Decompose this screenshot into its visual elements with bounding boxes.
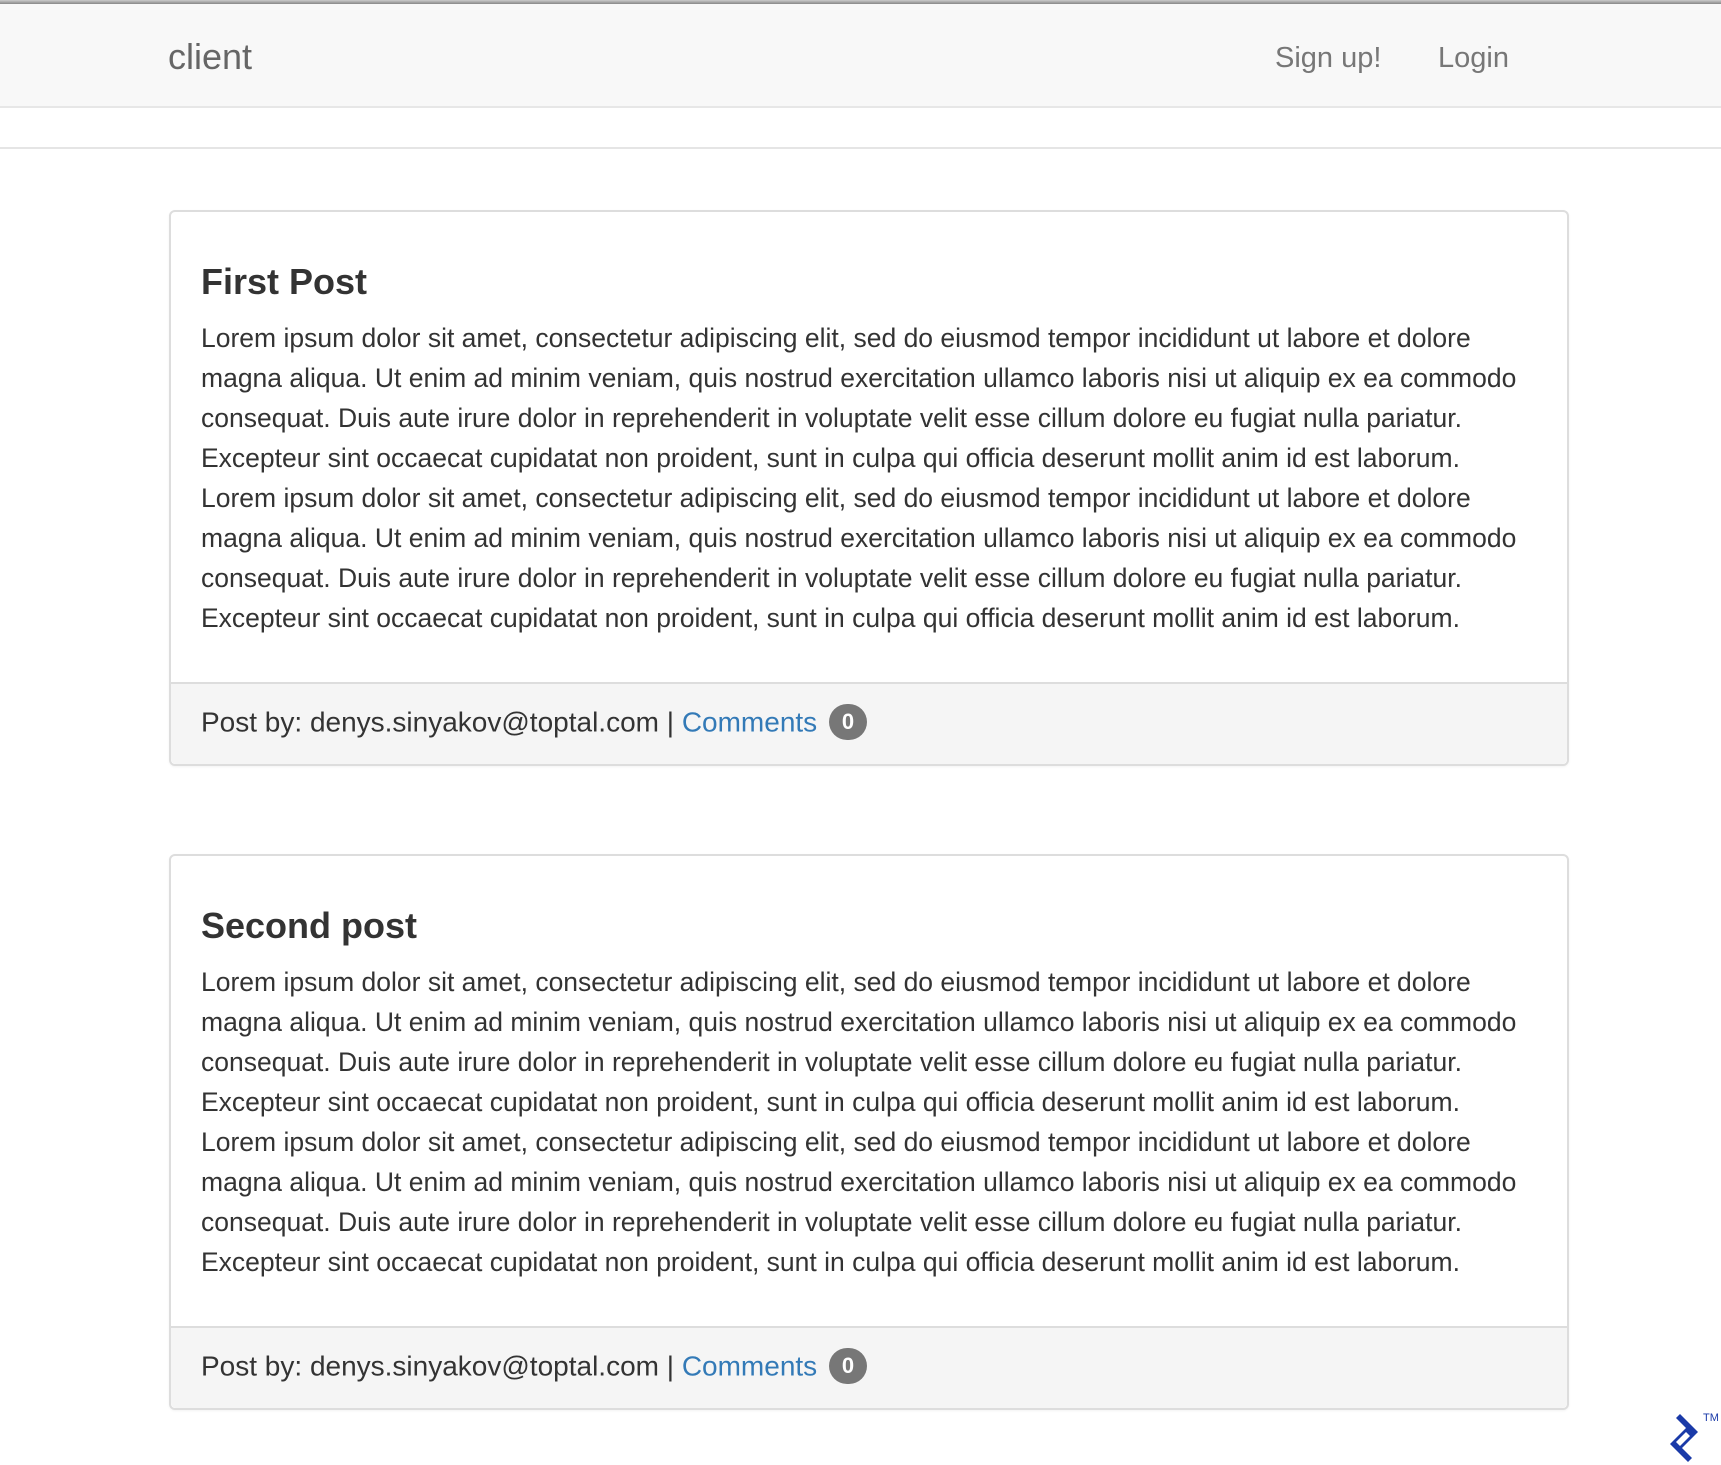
post-title: First Post [201, 261, 368, 302]
post-card [169, 854, 1569, 1410]
brand-link[interactable]: client [168, 36, 253, 77]
post-card [169, 210, 1569, 766]
post-text: Lorem ipsum dolor sit amet, consectetur adipiscing elit, sed do eiusmod tempor incididunt ut labore et dolore magna aliqua. Ut enim ad minim veniam, quis nostrud exercitation ullamco laboris nisi ut aliquip ex ea commodo consequat. Duis aute irure dolor in reprehenderit in voluptate velit esse cillum dolore eu fugiat nulla pariatur. Excepteur sint occaecat cupidatat non proident, sunt in culpa qui officia deserunt mollit anim id est laborum. Lorem ipsum dolor sit amet, consectetur adipiscing elit, sed do eiusmod tempor incididunt ut labore et dolore magna aliqua. Ut enim ad minim veniam, quis nostrud exercitation ullamco laboris nisi ut aliquip ex ea commodo consequat. Duis aute irure dolor in reprehenderit in voluptate velit esse cillum dolore eu fugiat nulla pariatur. Excepteur sint occaecat cupidatat non proident, sunt in culpa qui officia deserunt mollit anim id est laborum. [201, 323, 1517, 633]
divider [0, 147, 1721, 149]
post-footer [171, 682, 1567, 764]
comments-count-badge: 0 [829, 1348, 867, 1384]
post-title: Second post [201, 905, 418, 946]
navbar [0, 4, 1721, 108]
post-footer [171, 1326, 1567, 1408]
toptal-logo-icon [1668, 1412, 1702, 1462]
post-body [171, 212, 1567, 682]
post-body [171, 856, 1567, 1326]
trademark-label: TM [1703, 1412, 1719, 1424]
comments-link[interactable]: Comments [681, 1350, 818, 1382]
comments-count-badge: 0 [829, 704, 867, 740]
comments-link[interactable]: Comments [681, 706, 818, 738]
post-author: Post by: denys.sinyakov@toptal.com | [201, 1350, 675, 1382]
post-author: Post by: denys.sinyakov@toptal.com | [201, 706, 675, 738]
signup-link[interactable]: Sign up! [1275, 42, 1382, 74]
post-text: Lorem ipsum dolor sit amet, consectetur adipiscing elit, sed do eiusmod tempor incididunt ut labore et dolore magna aliqua. Ut enim ad minim veniam, quis nostrud exercitation ullamco laboris nisi ut aliquip ex ea commodo consequat. Duis aute irure dolor in reprehenderit in voluptate velit esse cillum dolore eu fugiat nulla pariatur. Excepteur sint occaecat cupidatat non proident, sunt in culpa qui officia deserunt mollit anim id est laborum. Lorem ipsum dolor sit amet, consectetur adipiscing elit, sed do eiusmod tempor incididunt ut labore et dolore magna aliqua. Ut enim ad minim veniam, quis nostrud exercitation ullamco laboris nisi ut aliquip ex ea commodo consequat. Duis aute irure dolor in reprehenderit in voluptate velit esse cillum dolore eu fugiat nulla pariatur. Excepteur sint occaecat cupidatat non proident, sunt in culpa qui officia deserunt mollit anim id est laborum. [201, 967, 1517, 1277]
login-link[interactable]: Login [1438, 42, 1509, 74]
